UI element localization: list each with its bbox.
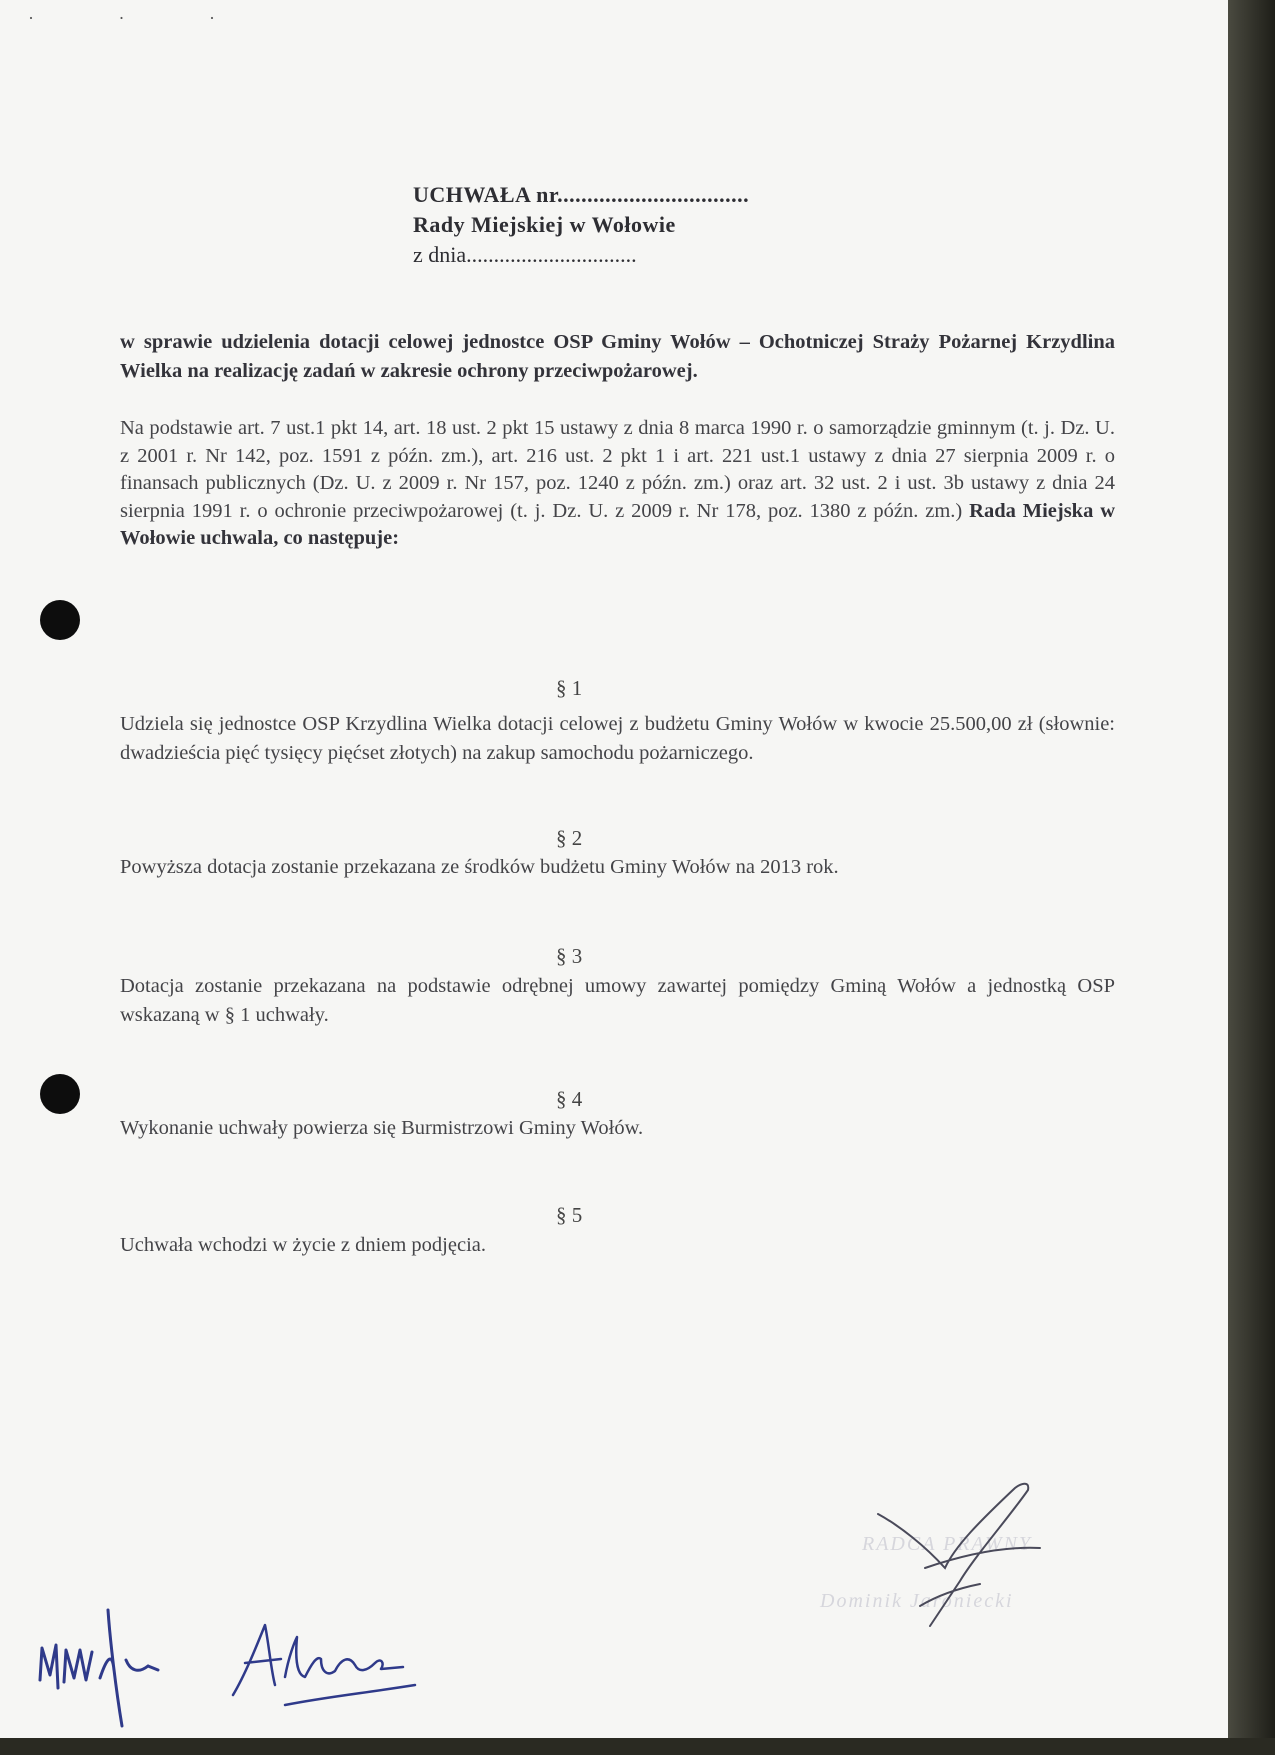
resolution-subject: w sprawie udzielenia dotacji celowej jednostce OSP Gminy Wołów – Ochotniczej Straży Pożarnej Krzydlina Wielka na realizację zadań w zakresie ochrony przeciwpożarowej. <box>120 331 1115 382</box>
legal-advisor-signature <box>870 1476 1060 1636</box>
signature-middle <box>225 1615 425 1715</box>
legal-basis <box>120 415 1115 553</box>
resolution-title: UCHWAŁA nr................................ <box>413 182 750 207</box>
scan-border-right <box>1228 0 1275 1755</box>
legal-basis-text: Na podstawie art. 7 ust.1 pkt 14, art. 18 ust. 2 pkt 15 ustawy z dnia 8 marca 1990 r. o samorządzie gminnym (t. j. Dz. U. z 2001 r. Nr 142, poz. 1591 z późn. zm.), art. 216 ust. 2 pkt 1 i art. 221 ust.1 ustawy z dnia 27 sierpnia 2009 r. o finansach publicznych (Dz. U. z 2009 r. Nr 157, poz. 1240 z późn. zm.) oraz art. 32 ust. 2 i ust. 3b ustawy z dnia 24 sierpnia 1991 r. o ochronie przeciwpożarowej (t. j. Dz. U. z 2009 r. Nr 178, poz. 1380 z późn. zm.) <box>120 417 1115 522</box>
paragraph-3-sign: § 3 <box>556 944 583 968</box>
scan-specks: · · · <box>28 8 255 28</box>
punch-hole-top <box>40 600 80 640</box>
legal-advisor-stamp-line1: RADCA PRAWNY <box>862 1533 1033 1555</box>
legal-basis-bold: Rada Miejska w Wołowie uchwala, co następuje: <box>120 499 1116 549</box>
legal-advisor-stamp-line2: Dominik Jaroniecki <box>820 1590 1014 1612</box>
resolution-date: z dnia............................... <box>413 242 637 267</box>
resolution-issuer: Rady Miejskiej w Wołowie <box>413 212 676 237</box>
paragraph-2-text: Powyższa dotacja zostanie przekazana ze środków budżetu Gminy Wołów na 2013 rok. <box>120 856 839 878</box>
paragraph-5-sign: § 5 <box>556 1203 583 1227</box>
paragraph-5-text: Uchwała wchodzi w życie z dniem podjęcia. <box>120 1234 486 1256</box>
scan-border-bottom <box>0 1738 1275 1755</box>
paragraph-4-sign: § 4 <box>556 1087 583 1111</box>
paragraph-1-sign: § 1 <box>556 676 583 700</box>
signature-left <box>30 1600 180 1730</box>
paragraph-1-text: Udziela się jednostce OSP Krzydlina Wielka dotacji celowej z budżetu Gminy Wołów w kwocie 25.500,00 zł (słownie: dwadzieścia pięć tysięcy pięćset złotych) na zakup samochodu pożarniczego. <box>120 713 1115 764</box>
paragraph-2-sign: § 2 <box>556 826 583 850</box>
paragraph-3-text: Dotacja zostanie przekazana na podstawie odrębnej umowy zawartej pomiędzy Gminą Wołów a jednostką OSP wskazaną w § 1 uchwały. <box>120 975 1115 1026</box>
paragraph-4-text: Wykonanie uchwały powierza się Burmistrzowi Gminy Wołów. <box>120 1117 644 1139</box>
document-header <box>413 180 749 270</box>
punch-hole-bottom <box>40 1074 80 1114</box>
